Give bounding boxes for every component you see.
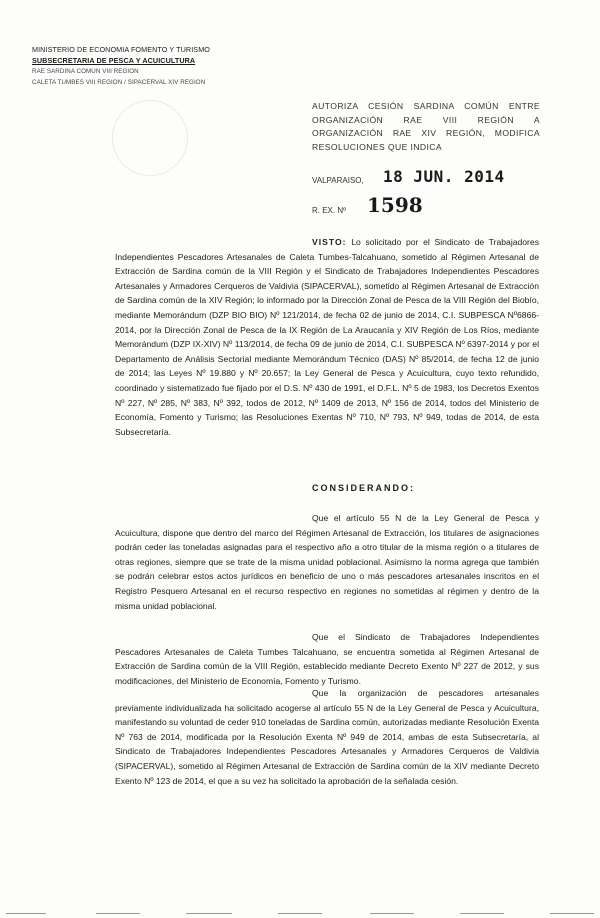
- footer-mark: [550, 913, 594, 914]
- resolution-date: 18 JUN. 2014: [383, 167, 505, 186]
- considerando-heading: CONSIDERANDO:: [312, 483, 416, 493]
- faint-stamp: [112, 100, 188, 176]
- considerando-paragraph-1: Que el artículo 55 N de la Ley General de Pesca y Acuicultura, dispone que dentro del marco del Régimen Artesanal de Extracción, los titulares de asignaciones podrán ceder las toneladas asignadas para el respectivo año a otro titular de la misma región o a titulares de otras regiones, siempre que se trate de la misma unidad poblacional. Asimismo la norma agrega que también se podrán celebrar estos actos jurídicos en beneficio de uno o más pescadores artesanales inscritos en el Registro Pesquero Artesanal en el recurso respectivo en regiones no sometidas al régimen y dentro de la misma unidad poblacional.: [115, 513, 539, 611]
- resolution-number-label: R. EX. Nº: [312, 206, 347, 215]
- footer-mark: [96, 913, 140, 914]
- ministry-name: MINISTERIO DE ECONOMIA FOMENTO Y TURISMO: [32, 45, 210, 54]
- visto-lead: VISTO:: [312, 237, 347, 247]
- footer-mark: [186, 913, 232, 914]
- footer-mark: [6, 913, 46, 914]
- visto-text: Lo solicitado por el Sindicato de Trabajadores Independientes Pescadores Artesanales de Caleta Tumbes-Talcahuano, sometido al Régimen Artesanal de Extracción de Sardina común de la VIII Región y el Sindicato de Trabajadores Independientes Pescadores Artesanales y Armadores Cerqueros de Valdivia (SIPACERVAL), sometido al Régimen Artesanal de Extracción de Sardina común de la XIV Región; lo informado por la Dirección Zonal de Pesca de la VIII Región del Biobío, mediante Memorándum (DZP BIO BIO) Nº 121/2014, de fecha 02 de junio de 2014, C.I. SUBPESCA Nº6866-2014, por la Dirección Zonal de Pesca de la IX Región de La Araucanía y XIV Región de Los Ríos, mediante Memorándum (DZP IX-XIV) Nº 113/2014, de fecha 09 de junio de 2014, C.I. SUBPESCA Nº 6397-2014 y por el Departamento de Análisis Sectorial mediante Memorándum Técnico (DAS) Nº 85/2014, de fecha 12 de junio de 2014; las Leyes Nº 19.880 y Nº 20.657; la Ley General de Pesca y Acuicultura, cuyo texto refundido, coordinado y sistematizado fue fijado por el D.S. Nº 430 de 1991, el D.F.L. Nº 5 de 1983, los Decretos Exentos Nº 227, Nº 285, Nº 383, Nº 392, todos de 2012, Nº 1409 de 2013, Nº 156 de 2014, todos del Ministerio de Economía, Fomento y Turismo; las Resoluciones Exentas Nº 710, Nº 793, Nº 949, todas de 2014, de esta Subsecretaría.: [115, 237, 539, 437]
- footer-mark: [278, 913, 322, 914]
- visto-paragraph: [115, 235, 539, 439]
- footer-mark: [370, 913, 414, 914]
- place-label: VALPARAISO,: [312, 176, 364, 185]
- resolution-number: 1598: [367, 193, 423, 217]
- letterhead: [32, 44, 292, 88]
- footer-mark: [460, 913, 504, 914]
- letterhead-line-4: CALETA TUMBES VIII REGION / SIPACERVAL XIV REGION: [32, 79, 206, 86]
- considerando-paragraph-3: Que la organización de pescadores artesanales previamente individualizada ha solicitado acogerse al artículo 55 N de la Ley General de Pesca y Acuicultura, manifestando su voluntad de ceder 910 toneladas de Sardina común, autorizadas mediante Resolución Exenta Nº 763 de 2014, modificada por la Resolución Exenta Nº 949 de 2014, ambas de esta Subsecretaría, al Sindicato de Trabajadores Independientes Pescadores Artesanales y Armadores Cerqueros de Valdivia (SIPACERVAL), sometido al Régimen Artesanal de Extracción de Sardina común de la XIV mediante Decreto Exento Nº 123 de 2014, el que a su vez ha solicitado la aprobación de la señalada cesión.: [115, 688, 539, 786]
- letterhead-line-3: RAE SARDINA COMUN VIII REGION: [32, 68, 139, 75]
- footer-marks: [0, 904, 600, 914]
- subsecretaria-name: SUBSECRETARIA DE PESCA Y ACUICULTURA: [32, 56, 196, 65]
- resolution-subject: AUTORIZA CESIÓN SARDINA COMÚN ENTRE ORGANIZACIÓN RAE VIII REGIÓN A ORGANIZACIÓN RAE XIV REGIÓN, MODIFICA RESOLUCIONES QUE INDICA: [312, 101, 540, 152]
- considerando-paragraph-2: Que el Sindicato de Trabajadores Independientes Pescadores Artesanales de Caleta Tumbes Talcahuano, se encuentra sometida al Régimen Artesanal de Extracción de Sardina común de la VIII Región, establecido mediante Decreto Exento Nº 227 de 2012, y sus modificaciones, del Ministerio de Economía, Fomento y Turismo.: [115, 632, 539, 686]
